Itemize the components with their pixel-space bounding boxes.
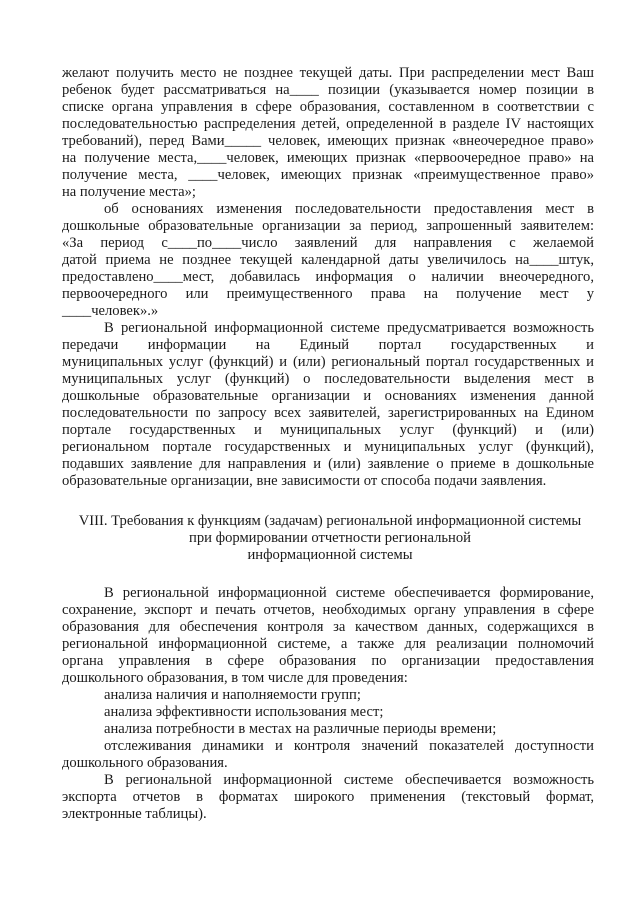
text-line: на получение места»; xyxy=(62,184,196,200)
text-line: дошкольного образования. xyxy=(62,755,228,771)
text-line: «За период с____по____число заявлений для направления с желаемой xyxy=(62,235,594,251)
text-line: В региональной информационной системе предусматривается возможность xyxy=(104,320,594,336)
heading-line: при формировании отчетности региональной xyxy=(189,530,471,546)
list-item: анализа потребности в местах на различные периоды времени; xyxy=(104,721,497,737)
text-line: региональной информационной системе, а также для реализации полномочий xyxy=(62,636,594,652)
heading-line: информационной системы xyxy=(247,547,413,563)
text-line: региональном портале государственных и муниципальных услуг (функций), xyxy=(62,439,594,455)
text-line: В региональной информационной системе обеспечивается формирование, xyxy=(104,585,594,601)
text-line: дошкольного образования, в том числе для проведения: xyxy=(62,670,408,686)
text-line: на получение места,____человек, имеющих признак «первоочередное право» на xyxy=(62,150,594,166)
text-line: дошкольные образовательные организации и основаниях изменения данной xyxy=(62,388,594,404)
text-line: сохранение, экспорт и печать отчетов, необходимых органу управления в сфере xyxy=(62,602,594,618)
text-line: дошкольные образовательные организации за период, запрошенный заявителем: xyxy=(62,218,594,234)
text-line: получение места, ____человек, имеющих признак «преимущественное право» xyxy=(62,167,594,183)
text-line: передачи информации на Единый портал государственных и xyxy=(62,337,594,353)
text-line: датой приема не позднее текущей календарной даты увеличилось на____штук, xyxy=(62,252,594,268)
text-line: органа управления в сфере образования по организации предоставления xyxy=(62,653,594,669)
text-line: ____человек».» xyxy=(62,303,159,319)
text-line: образовательные организации, вне зависимости от способа подачи заявления. xyxy=(62,473,547,489)
text-line: предоставлено____мест, добавилась информация о наличии внеочередного, xyxy=(62,269,594,285)
text-line: требований), перед Вами_____ человек, имеющих признак «внеочередное право» xyxy=(62,133,594,149)
text-line: электронные таблицы). xyxy=(62,806,207,822)
text-line: об основаниях изменения последовательности предоставления мест в xyxy=(104,201,594,217)
list-item: анализа эффективности использования мест; xyxy=(104,704,384,720)
text-line: последовательностью распределения детей, определенной в разделе IV настоящих xyxy=(62,116,594,132)
text-line: муниципальных услуг (функций) и (или) региональный портал государственных и xyxy=(62,354,594,370)
text-line: подавших заявление для направления и (или) заявление о приеме в дошкольные xyxy=(62,456,594,472)
text-line: портале государственных и муниципальных услуг (функций) и (или) xyxy=(62,422,594,438)
text-line: желают получить место не позднее текущей даты. При распределении мест Ваш xyxy=(62,65,594,81)
list-item: анализа наличия и наполняемости групп; xyxy=(104,687,361,703)
text-line: списке органа управления в сфере образования, составленном в соответствии с xyxy=(62,99,594,115)
text-line: отслеживания динамики и контроля значений показателей доступности xyxy=(104,738,594,754)
text-line: образования для обеспечения контроля за качеством данных, содержащихся в xyxy=(62,619,594,635)
text-line: экспорта отчетов в форматах широкого применения (текстовый формат, xyxy=(62,789,594,805)
text-line: последовательности по запросу всех заявителей, зарегистрированных на Едином xyxy=(62,405,594,421)
heading-line: VIII. Требования к функциям (задачам) региональной информационной системы xyxy=(78,513,582,529)
text-line: ребенок будет рассматриваться на____ позиции (указывается номер позиции в xyxy=(62,82,594,98)
text-line: В региональной информационной системе обеспечивается возможность xyxy=(104,772,594,788)
text-line: первоочередного или преимущественного права на получение мест у xyxy=(62,286,594,302)
text-line: муниципальных услуг (функций) о последовательности выделения мест в xyxy=(62,371,594,387)
